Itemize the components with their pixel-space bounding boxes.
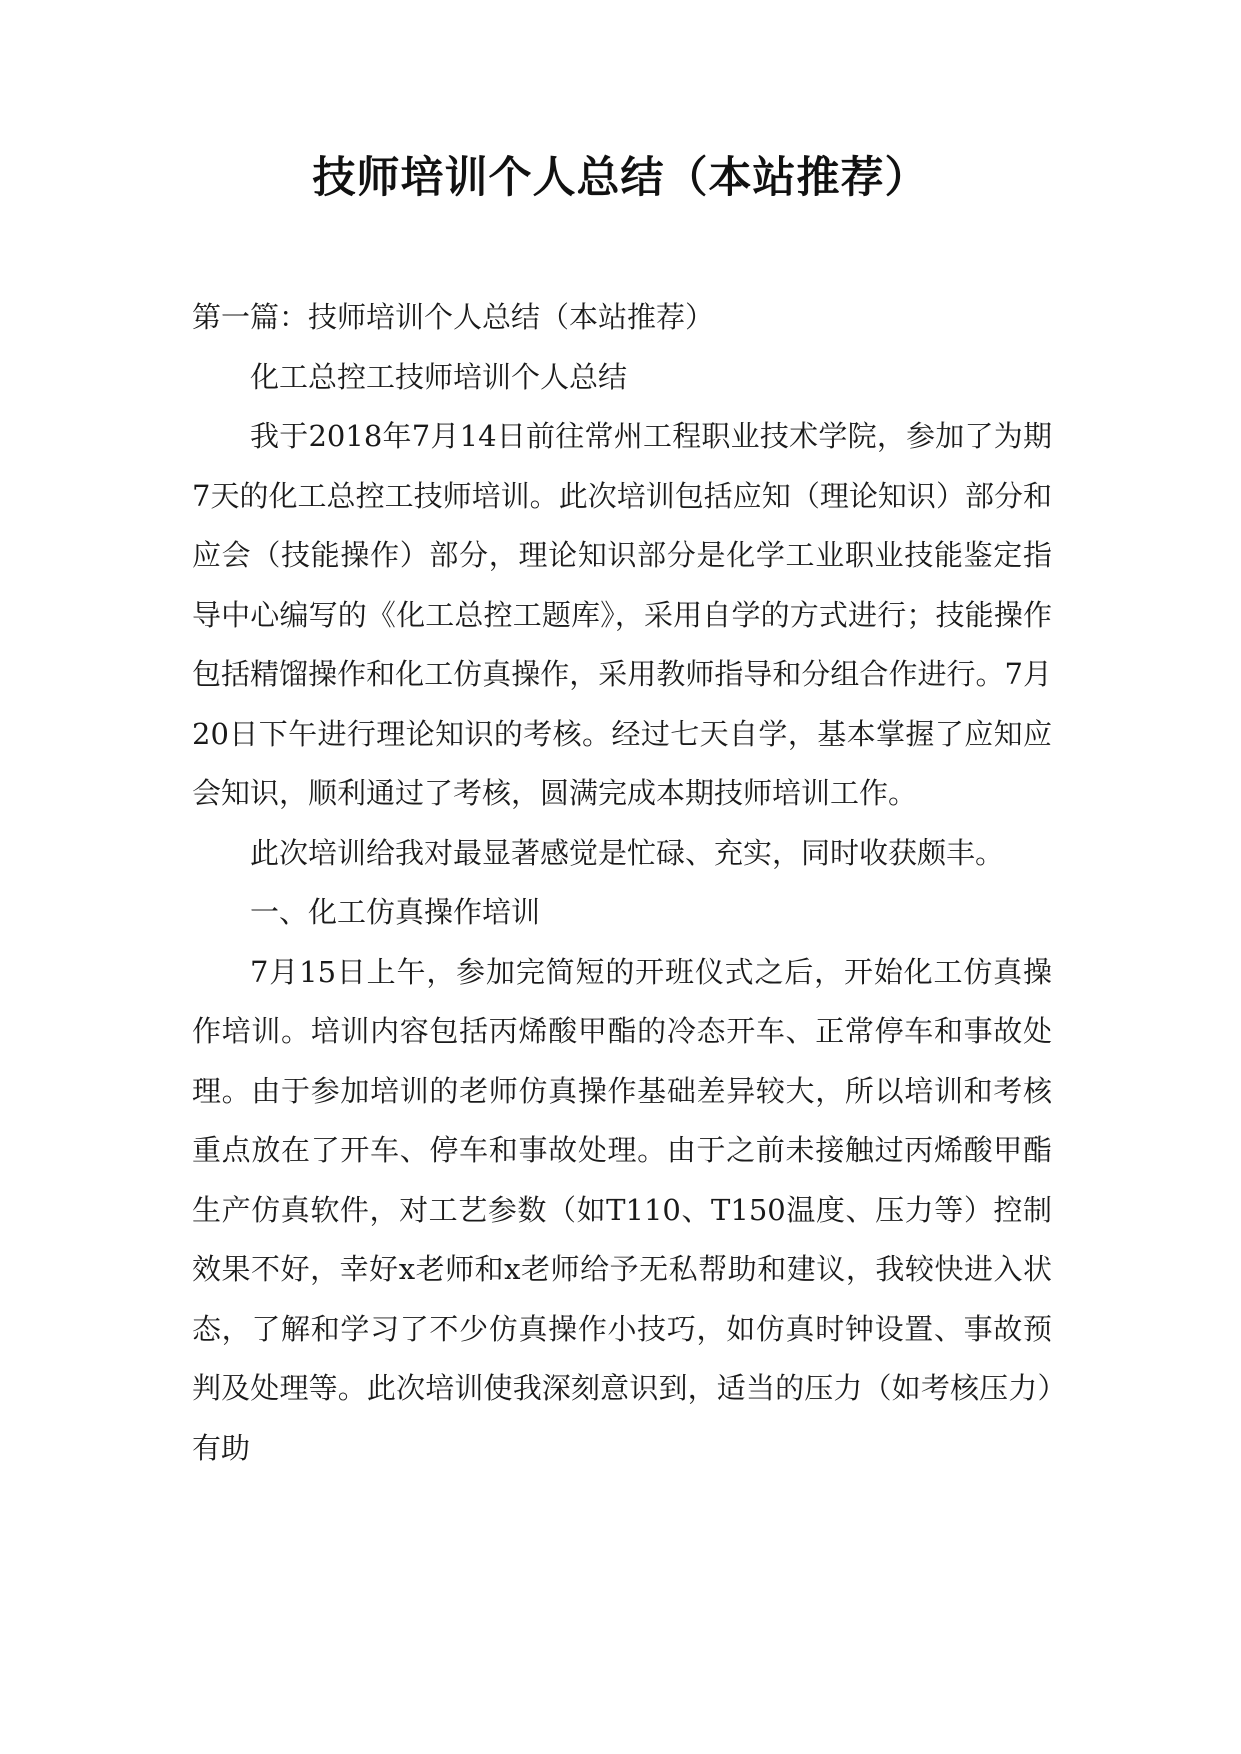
body-paragraph: 此次培训给我对最显著感觉是忙碌、充实，同时收获颇丰。 bbox=[250, 835, 1005, 870]
body-paragraph: 我于2018年7月14日前往常州工程职业技术学院，参加了为期7天的化工总控工技师培训。此次培训包括应知（理论知识）部分和应会（技能操作）部分，理论知识部分是化学工业职业技能鉴定指导中心编写的《化工总控工题库》，采用自学的方式进行；技能操作包括精馏操作和化工仿真操作，采用教师指导和分组合作进行。7月20日下午进行理论知识的考核。经过七天自学，基本掌握了应知应会知识，顺利通过了考核，圆满完成本期技师培训工作。 bbox=[192, 419, 1052, 810]
section-subtitle: 化工总控工技师培训个人总结 bbox=[250, 359, 628, 394]
document-body bbox=[192, 288, 1052, 1478]
document-title: 技师培训个人总结（本站推荐） bbox=[312, 153, 929, 203]
section-heading: 一、化工仿真操作培训 bbox=[250, 895, 541, 929]
chapter-heading: 第一篇：技师培训个人总结（本站推荐） bbox=[192, 300, 715, 334]
body-paragraph: 7月15日上午，参加完简短的开班仪式之后，开始化工仿真操作培训。培训内容包括丙烯酸甲酯的冷态开车、正常停车和事故处理。由于参加培训的老师仿真操作基础差异较大，所以培训和考核重点放在了开车、停车和事故处理。由于之前未接触过丙烯酸甲酯生产仿真软件，对工艺参数（如T110、T150温度、压力等）控制效果不好，幸好x老师和x老师给予无私帮助和建议，我较快进入状态，了解和学习了不少仿真操作小技巧，如仿真时钟设置、事故预判及处理等。此次培训使我深刻意识到，适当的压力（如考核压力）有助 bbox=[192, 954, 1052, 1465]
